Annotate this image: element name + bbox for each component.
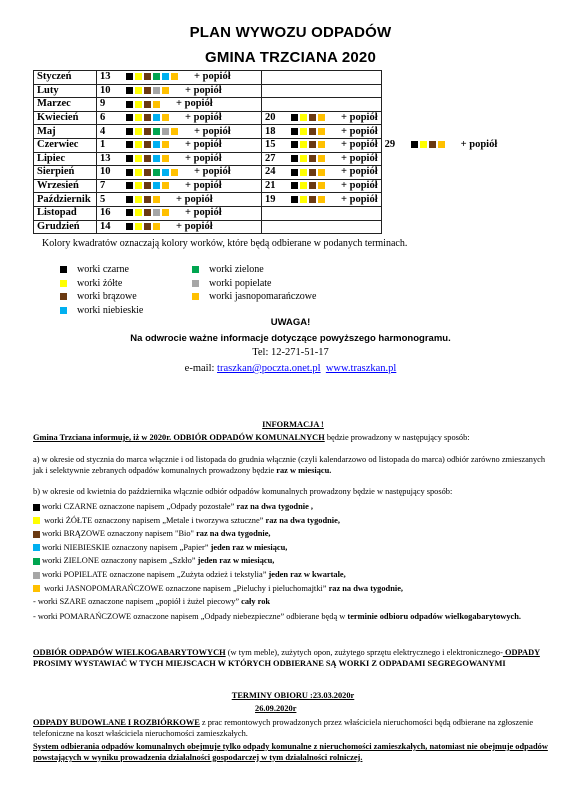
schedule-cell — [97, 111, 262, 125]
schedule-cell — [381, 220, 542, 234]
day-number: 27 — [265, 152, 276, 164]
zielone-square-icon — [153, 128, 160, 135]
schedule-cell — [262, 84, 382, 98]
zolte-square-icon — [135, 155, 142, 162]
day-number: 18 — [265, 125, 276, 137]
jasnopomaranczowe-square-icon — [171, 73, 178, 80]
month-cell: Czerwiec — [34, 138, 97, 152]
czarne-square-icon — [126, 141, 133, 148]
schedule-cell — [97, 179, 262, 193]
popiol-label: + popiół — [176, 220, 213, 232]
month-cell: Lipiec — [34, 152, 97, 166]
popielate-square-icon — [162, 128, 169, 135]
day-number: 20 — [265, 112, 276, 124]
popiol-label: + popiół — [185, 207, 222, 219]
schedule-cell — [381, 111, 542, 125]
brazowe-square-icon — [144, 223, 151, 230]
schedule-cell — [381, 98, 542, 112]
schedule-cell — [97, 152, 262, 166]
czarne-square-icon — [291, 141, 298, 148]
brazowe-square-icon — [144, 87, 151, 94]
bag-rule-frequency: jeden raz w miesiącu, — [208, 542, 288, 552]
schedule-cell — [262, 125, 382, 139]
schedule-cell — [262, 179, 382, 193]
bag-rule-line — [33, 570, 553, 581]
czarne-square-icon — [126, 101, 133, 108]
bag-rule-text: worki ZIELONE oznaczony napisem „Szkło” — [42, 556, 196, 566]
info-budowlane: ODPADY BUDOWLANE I ROZBIÓRKOWE z prac remontowych prowadzonych przez właściciela nieruchomości będą odbierane na zgłoszenie telefoniczne na koszt właściciela nieruchomości zamieszkałych. — [33, 718, 534, 738]
popiol-label: + popiół — [341, 180, 378, 192]
popielate-square-icon — [153, 209, 160, 216]
popiol-label: + popiół — [460, 139, 498, 151]
legend-item — [192, 291, 316, 302]
legend-label: worki jasnopomarańczowe — [209, 291, 317, 302]
popiol-label: + popiół — [176, 98, 213, 110]
niebieskie-square-icon — [33, 544, 40, 551]
zolte-square-icon — [300, 196, 307, 203]
zolte-square-icon — [135, 209, 142, 216]
schedule-cell — [262, 111, 382, 125]
legend-label: worki brązowe — [77, 291, 137, 302]
brazowe-square-icon — [144, 155, 151, 162]
month-cell: Styczeń — [34, 71, 97, 85]
zolte-square-icon — [135, 73, 142, 80]
legend-item — [60, 305, 143, 316]
legend-item — [192, 278, 271, 289]
popiol-label: + popiół — [194, 125, 231, 137]
brazowe-square-icon — [309, 196, 316, 203]
legend-label: worki niebieskie — [77, 305, 144, 316]
bag-rule-line — [33, 529, 553, 540]
jasnopomaranczowe-square-icon — [318, 169, 325, 176]
schedule-cell — [97, 166, 262, 180]
schedule-cell — [381, 166, 542, 180]
bag-rule-frequency: raz na dwa tygodnie, — [263, 515, 340, 525]
zolte-square-icon — [300, 114, 307, 121]
zolte-square-icon — [135, 223, 142, 230]
info-system: System odbierania odpadów komunalnych obejmuje tylko odpady komunalne z nieruchomości zamieszkałych, natomiast nie obejmuje odpadów powstających w wyniku prowadzenia działalności gospodarczej w tym działalności rolniczej. — [33, 742, 548, 762]
contact-line — [0, 363, 581, 374]
day-number: 9 — [100, 98, 106, 110]
bag-rule-frequency: raz na dwa tygodnie, — [193, 529, 271, 539]
info-terminy: TERMINY OBIORU :23.03.2020r — [231, 691, 355, 700]
month-cell: Luty — [34, 84, 97, 98]
page-subtitle: GMINA TRZCIANA 2020 — [204, 49, 377, 66]
schedule-cell — [381, 71, 542, 85]
brazowe-square-icon — [144, 101, 151, 108]
day-number: 13 — [100, 152, 111, 164]
email-link[interactable]: traszkan@poczta.onet.pl — [217, 363, 321, 374]
jasnopomaranczowe-square-icon — [318, 182, 325, 189]
popiol-label: + popiół — [185, 112, 222, 124]
info-point-b: b) w okresie od kwietnia do października włącznie odbiór odpadów komunalnych prowadzony będzie w następujący sposób: — [33, 487, 453, 496]
brazowe-square-icon — [429, 141, 436, 148]
info-intro: Gmina Trzciana informuje, iż w 2020r. ODBIÓR ODPADÓW KOMUNALNYCH będzie prowadzony w następujący sposób: — [33, 433, 470, 442]
schedule-cell — [262, 71, 382, 85]
month-cell: Listopad — [34, 206, 97, 220]
brazowe-square-icon — [144, 169, 151, 176]
jasnopomaranczowe-square-icon — [318, 141, 325, 148]
info-wielkogabarytowe: ODBIÓR ODPADÓW WIELKOGABARYTOWYCH (w tym meble), zużytych opon, zużytego sprzętu elektrycznego i elektronicznego- ODPADY PROSIMY WYSTAWIAĆ W TYCH MIEJSCACH W KTÓRYCH ODBIERANE SĄ WORKI Z ODPADAMI SEGREGOWANYMI — [33, 648, 540, 668]
bag-rule-line — [33, 516, 553, 527]
czarne-square-icon — [126, 155, 133, 162]
day-number: 10 — [100, 166, 111, 178]
brazowe-square-icon — [144, 209, 151, 216]
czarne-square-icon — [60, 266, 67, 273]
popiol-label: + popiół — [194, 71, 231, 83]
month-cell: Październik — [34, 193, 97, 207]
bag-rule-frequency: jeden raz w miesiącu, — [195, 556, 275, 566]
day-number: 6 — [100, 112, 106, 124]
jasnopomaranczowe-square-icon — [171, 128, 178, 135]
bag-rule-text: worki JASNOPOMARAŃCZOWE oznaczone napisem „Pieluchy i pieluchomajtki” — [42, 583, 327, 593]
jasnopomaranczowe-square-icon — [162, 209, 169, 216]
niebieskie-square-icon — [162, 169, 169, 176]
jasnopomaranczowe-square-icon — [33, 585, 40, 592]
legend-item — [192, 264, 264, 275]
zolte-square-icon — [135, 114, 142, 121]
day-number: 1 — [100, 139, 106, 151]
email-label: e-mail: — [184, 363, 215, 374]
legend-label: worki żółte — [77, 278, 123, 289]
brazowe-square-icon — [309, 169, 316, 176]
popiol-label: + popiół — [341, 125, 378, 137]
schedule-cell — [97, 206, 262, 220]
info-title: INFORMACJA ! — [262, 420, 324, 429]
zielone-square-icon — [33, 558, 40, 565]
zolte-square-icon — [300, 169, 307, 176]
schedule-cell — [381, 179, 542, 193]
jasnopomaranczowe-square-icon — [162, 155, 169, 162]
brazowe-square-icon — [309, 155, 316, 162]
niebieskie-square-icon — [153, 182, 160, 189]
brazowe-square-icon — [33, 531, 40, 538]
zolte-square-icon — [300, 128, 307, 135]
czarne-square-icon — [126, 128, 133, 135]
zielone-square-icon — [153, 169, 160, 176]
day-number: 10 — [100, 84, 111, 96]
jasnopomaranczowe-square-icon — [153, 223, 160, 230]
website-link[interactable]: www.traszkan.pl — [325, 363, 397, 374]
month-cell: Marzec — [34, 98, 97, 112]
page-title: PLAN WYWOZU ODPADÓW — [189, 24, 392, 41]
czarne-square-icon — [126, 169, 133, 176]
popiol-label: + popiół — [341, 193, 378, 205]
day-number: 16 — [100, 207, 111, 219]
zolte-square-icon — [135, 128, 142, 135]
schedule-cell — [262, 152, 382, 166]
day-number: 14 — [100, 220, 111, 232]
jasnopomaranczowe-square-icon — [162, 87, 169, 94]
bag-rule-frequency: raz na dwa tygodnie, — [326, 583, 404, 593]
schedule-table — [33, 70, 543, 234]
jasnopomaranczowe-square-icon — [153, 101, 160, 108]
schedule-cell — [97, 84, 262, 98]
bag-rule-line — [33, 502, 553, 513]
popiol-label: + popiół — [176, 193, 213, 205]
month-cell: Sierpień — [34, 166, 97, 180]
legend-item — [60, 291, 137, 302]
zolte-square-icon — [300, 141, 307, 148]
brazowe-square-icon — [60, 293, 67, 300]
czarne-square-icon — [126, 182, 133, 189]
schedule-cell — [97, 138, 262, 152]
schedule-cell — [381, 193, 542, 207]
day-number: 21 — [265, 180, 276, 192]
niebieskie-square-icon — [153, 114, 160, 121]
jasnopomaranczowe-square-icon — [162, 114, 169, 121]
czarne-square-icon — [291, 182, 298, 189]
popiol-label: + popiół — [194, 166, 231, 178]
schedule-row — [34, 71, 543, 85]
day-number: 13 — [100, 71, 111, 83]
bag-rule-text: worki CZARNE oznaczone napisem „Odpady pozostałe” — [42, 502, 235, 511]
zolte-square-icon — [33, 517, 40, 524]
brazowe-square-icon — [144, 114, 151, 121]
day-number: 15 — [265, 139, 276, 151]
schedule-row — [34, 125, 543, 139]
month-cell: Grudzień — [34, 220, 97, 234]
schedule-cell — [97, 193, 262, 207]
color-note: Kolory kwadratów oznaczają kolory worków, które będą odbierane w podanych terminach. — [42, 238, 408, 249]
schedule-cell — [97, 220, 262, 234]
schedule-cell — [262, 98, 382, 112]
popiol-label: + popiół — [185, 139, 222, 151]
czarne-square-icon — [126, 114, 133, 121]
czarne-square-icon — [411, 141, 418, 148]
niebieskie-square-icon — [153, 155, 160, 162]
czarne-square-icon — [126, 87, 133, 94]
brazowe-square-icon — [309, 114, 316, 121]
schedule-row — [34, 179, 543, 193]
jasnopomaranczowe-square-icon — [162, 182, 169, 189]
zolte-square-icon — [420, 141, 427, 148]
zolte-square-icon — [135, 141, 142, 148]
day-number: 5 — [100, 193, 106, 205]
phone-number: Tel: 12-271-51-17 — [252, 347, 329, 358]
jasnopomaranczowe-square-icon — [318, 196, 325, 203]
month-cell: Maj — [34, 125, 97, 139]
day-number: 7 — [100, 180, 106, 192]
zolte-square-icon — [135, 101, 142, 108]
schedule-row — [34, 138, 543, 152]
jasnopomaranczowe-square-icon — [171, 169, 178, 176]
brazowe-square-icon — [309, 128, 316, 135]
jasnopomaranczowe-square-icon — [318, 114, 325, 121]
info-termin2: 26.09.2020r — [255, 704, 297, 713]
popielate-square-icon — [153, 87, 160, 94]
niebieskie-square-icon — [60, 307, 67, 314]
czarne-square-icon — [126, 73, 133, 80]
brazowe-square-icon — [144, 73, 151, 80]
schedule-cell — [262, 193, 382, 207]
legend-item — [60, 264, 129, 275]
popiol-label: + popiół — [185, 180, 222, 192]
day-number: 24 — [265, 166, 276, 178]
czarne-square-icon — [291, 196, 298, 203]
legend-label: worki zielone — [209, 264, 264, 275]
brazowe-square-icon — [144, 196, 151, 203]
niebieskie-square-icon — [162, 73, 169, 80]
popielate-square-icon — [33, 572, 40, 579]
schedule-cell — [262, 206, 382, 220]
schedule-cell — [97, 71, 262, 85]
czarne-square-icon — [33, 504, 40, 511]
brazowe-square-icon — [309, 141, 316, 148]
zolte-square-icon — [300, 182, 307, 189]
schedule-cell — [381, 125, 542, 139]
czarne-square-icon — [291, 155, 298, 162]
schedule-cell — [381, 152, 542, 166]
zolte-square-icon — [135, 196, 142, 203]
bag-rule-line — [33, 556, 553, 567]
bag-rule-text: worki NIEBIESKIE oznaczony napisem „Papier” — [42, 542, 209, 552]
bag-rule-text: worki POPIELATE oznaczone napisem „Zużyta odzież i tekstylia” — [42, 570, 267, 579]
schedule-row — [34, 193, 543, 207]
day-number: 29 — [384, 139, 396, 151]
bag-rule-text: worki BRĄZOWE oznaczony napisem "Bio" — [42, 529, 194, 539]
niebieskie-square-icon — [153, 141, 160, 148]
jasnopomaranczowe-square-icon — [318, 155, 325, 162]
schedule-cell — [262, 138, 382, 152]
schedule-cell — [381, 138, 542, 152]
month-cell: Kwiecień — [34, 111, 97, 125]
schedule-cell — [381, 206, 542, 220]
popiol-label: + popiół — [341, 166, 378, 178]
zolte-square-icon — [135, 182, 142, 189]
zolte-square-icon — [60, 280, 67, 287]
zolte-square-icon — [135, 169, 142, 176]
czarne-square-icon — [291, 114, 298, 121]
bag-rule-line — [33, 543, 553, 554]
day-number: 4 — [100, 125, 106, 137]
zielone-square-icon — [192, 266, 199, 273]
schedule-cell — [381, 84, 542, 98]
bag-rule-text: worki ŻÓŁTE oznaczony napisem „Metale i tworzywa sztuczne” — [42, 515, 264, 525]
bag-rule-frequency: jeden raz w kwartale, — [266, 570, 346, 579]
brazowe-square-icon — [144, 128, 151, 135]
schedule-row — [34, 152, 543, 166]
info-pomaranczowe: - worki POMARAŃCZOWE oznaczone napisem „Odpady niebezpieczne” odbierane będą w terminie odbioru odpadów wielkogabarytowych. — [33, 612, 521, 621]
legend-label: worki czarne — [77, 264, 129, 275]
schedule-row — [34, 166, 543, 180]
brazowe-square-icon — [309, 182, 316, 189]
bag-rule-frequency: raz na dwa tygodnie , — [234, 502, 313, 511]
schedule-row — [34, 98, 543, 112]
czarne-square-icon — [126, 223, 133, 230]
zolte-square-icon — [300, 155, 307, 162]
uwaga-text: Na odwrocie ważne informacje dotyczące powyższego harmonogramu. — [130, 333, 451, 344]
legend-label: worki popielate — [209, 278, 272, 289]
schedule-row — [34, 111, 543, 125]
schedule-cell — [97, 98, 262, 112]
schedule-cell — [262, 220, 382, 234]
zielone-square-icon — [153, 73, 160, 80]
popiol-label: + popiół — [185, 152, 222, 164]
uwaga-title: UWAGA! — [270, 317, 311, 328]
bag-rule-line — [33, 584, 553, 595]
popiol-label: + popiół — [341, 139, 378, 151]
legend-item — [60, 278, 122, 289]
jasnopomaranczowe-square-icon — [438, 141, 445, 148]
czarne-square-icon — [291, 128, 298, 135]
jasnopomaranczowe-square-icon — [162, 141, 169, 148]
info-point-a: a) w okresie od stycznia do marca włącznie i od listopada do grudnia włącznie (czyli kalendarzowo od listopada do marca) odbiór zarówno zmieszanych jak i selektywnie zebranych odpadów komunalnych prowadzony będzie raz w miesiącu. — [33, 455, 546, 475]
popiol-label: + popiół — [185, 84, 222, 96]
schedule-row — [34, 84, 543, 98]
jasnopomaranczowe-square-icon — [318, 128, 325, 135]
schedule-row — [34, 220, 543, 234]
month-cell: Wrzesień — [34, 179, 97, 193]
schedule-cell — [262, 166, 382, 180]
jasnopomaranczowe-square-icon — [153, 196, 160, 203]
popielate-square-icon — [192, 280, 199, 287]
popiol-label: + popiół — [341, 152, 378, 164]
zolte-square-icon — [135, 87, 142, 94]
popiol-label: + popiół — [341, 112, 378, 124]
czarne-square-icon — [126, 209, 133, 216]
info-szare: - worki SZARE oznaczone napisem „popiół i żużel piecowy” cały rok — [33, 597, 271, 606]
czarne-square-icon — [126, 196, 133, 203]
brazowe-square-icon — [144, 182, 151, 189]
jasnopomaranczowe-square-icon — [192, 293, 199, 300]
day-number: 19 — [265, 193, 276, 205]
brazowe-square-icon — [144, 141, 151, 148]
schedule-cell — [97, 125, 262, 139]
schedule-row — [34, 206, 543, 220]
czarne-square-icon — [291, 169, 298, 176]
